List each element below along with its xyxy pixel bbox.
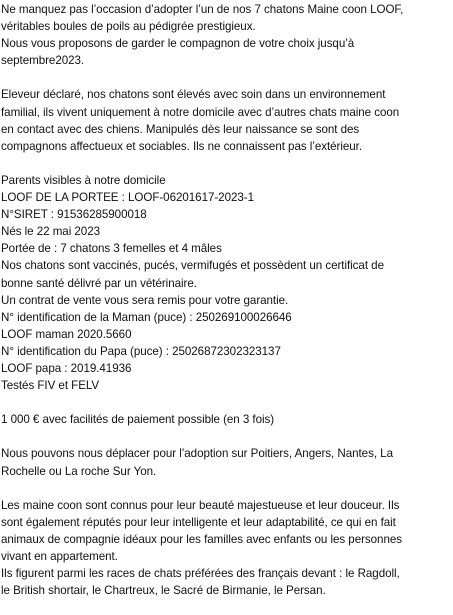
text-line: compagnons affectueux et sociables. Ils ne connaissent pas l’extérieur. bbox=[1, 139, 363, 153]
text-line: Un contrat de vente vous sera remis pour votre garantie. bbox=[1, 293, 289, 307]
intro-paragraph bbox=[1, 1, 453, 69]
paragraph-spacer bbox=[1, 394, 453, 411]
text-line: Rochelle ou La roche Sur Yon. bbox=[1, 464, 157, 478]
text-line: le British shortair, le Chartreux, le Sacré de Birmanie, le Persan. bbox=[1, 584, 326, 598]
text-line: Parents visibles à notre domicile bbox=[1, 173, 166, 187]
text-line: bonne santé délivré par un vétérinaire. bbox=[1, 276, 197, 290]
text-line: sont également réputés pour leur intelligente et leur adaptabilité, ce qui en fait bbox=[1, 515, 396, 529]
paragraph-spacer bbox=[1, 69, 453, 86]
mother-id-line: N° identification de la Maman (puce) : 250269100026646 bbox=[1, 310, 292, 324]
text-line: véritables boules de poils au pédigrée prestigieux. bbox=[1, 20, 256, 34]
breeder-paragraph bbox=[1, 86, 453, 154]
breed-paragraph bbox=[1, 497, 453, 600]
loof-litter-line: LOOF DE LA PORTEE : LOOF-06201617-2023-1 bbox=[1, 191, 254, 205]
text-line: animaux de compagnie idéaux pour les familles avec enfants ou les personnes bbox=[1, 532, 402, 546]
tests-line: Testés FIV et FELV bbox=[1, 379, 100, 393]
text-line: Nous vous proposons de garder le compagnon de votre choix jusqu’à bbox=[1, 37, 355, 51]
paragraph-spacer bbox=[1, 480, 453, 497]
mother-loof-line: LOOF maman 2020.5660 bbox=[1, 327, 132, 341]
text-line: Les maine coon sont connus pour leur beauté majestueuse et leur douceur. Ils bbox=[1, 498, 400, 512]
price-paragraph bbox=[1, 411, 453, 428]
ad-document bbox=[1, 1, 453, 599]
text-line: en contact avec des chiens. Manipulés dès leur naissance se sont des bbox=[1, 122, 360, 136]
text-line: Eleveur déclaré, nos chatons sont élevés avec soin dans un environnement bbox=[1, 88, 386, 102]
father-loof-line: LOOF papa : 2019.41936 bbox=[1, 361, 132, 375]
travel-paragraph bbox=[1, 445, 453, 479]
father-id-line: N° identification du Papa (puce) : 25026872302323137 bbox=[1, 344, 281, 358]
text-line: vivant en appartement. bbox=[1, 550, 118, 563]
birth-date-line: Nés le 22 mai 2023 bbox=[1, 225, 100, 239]
text-line: familial, ils vivent uniquement à notre domicile avec d’autres chats maine coon bbox=[1, 105, 400, 119]
paragraph-spacer bbox=[1, 155, 453, 172]
litter-line: Portée de : 7 chatons 3 femelles et 4 mâles bbox=[1, 242, 222, 256]
text-line: Nos chatons sont vaccinés, pucés, vermifugés et possèdent un certificat de bbox=[1, 259, 384, 273]
text-line: Nous pouvons nous déplacer pour l’adoption sur Poitiers, Angers, Nantes, La bbox=[1, 447, 393, 461]
price-line: 1 000 € avec facilités de paiement possible (en 3 fois) bbox=[1, 413, 275, 427]
text-line: Ils figurent parmi les races de chats préférées des français devant : le Ragdoll, bbox=[1, 567, 400, 581]
text-line: Ne manquez pas l’occasion d’adopter l’un de nos 7 chatons Maine coon LOOF, bbox=[1, 3, 404, 16]
details-paragraph bbox=[1, 172, 453, 394]
paragraph-spacer bbox=[1, 428, 453, 445]
text-line: septembre2023. bbox=[1, 54, 85, 68]
siret-line: N°SIRET : 91536285900018 bbox=[1, 208, 147, 222]
